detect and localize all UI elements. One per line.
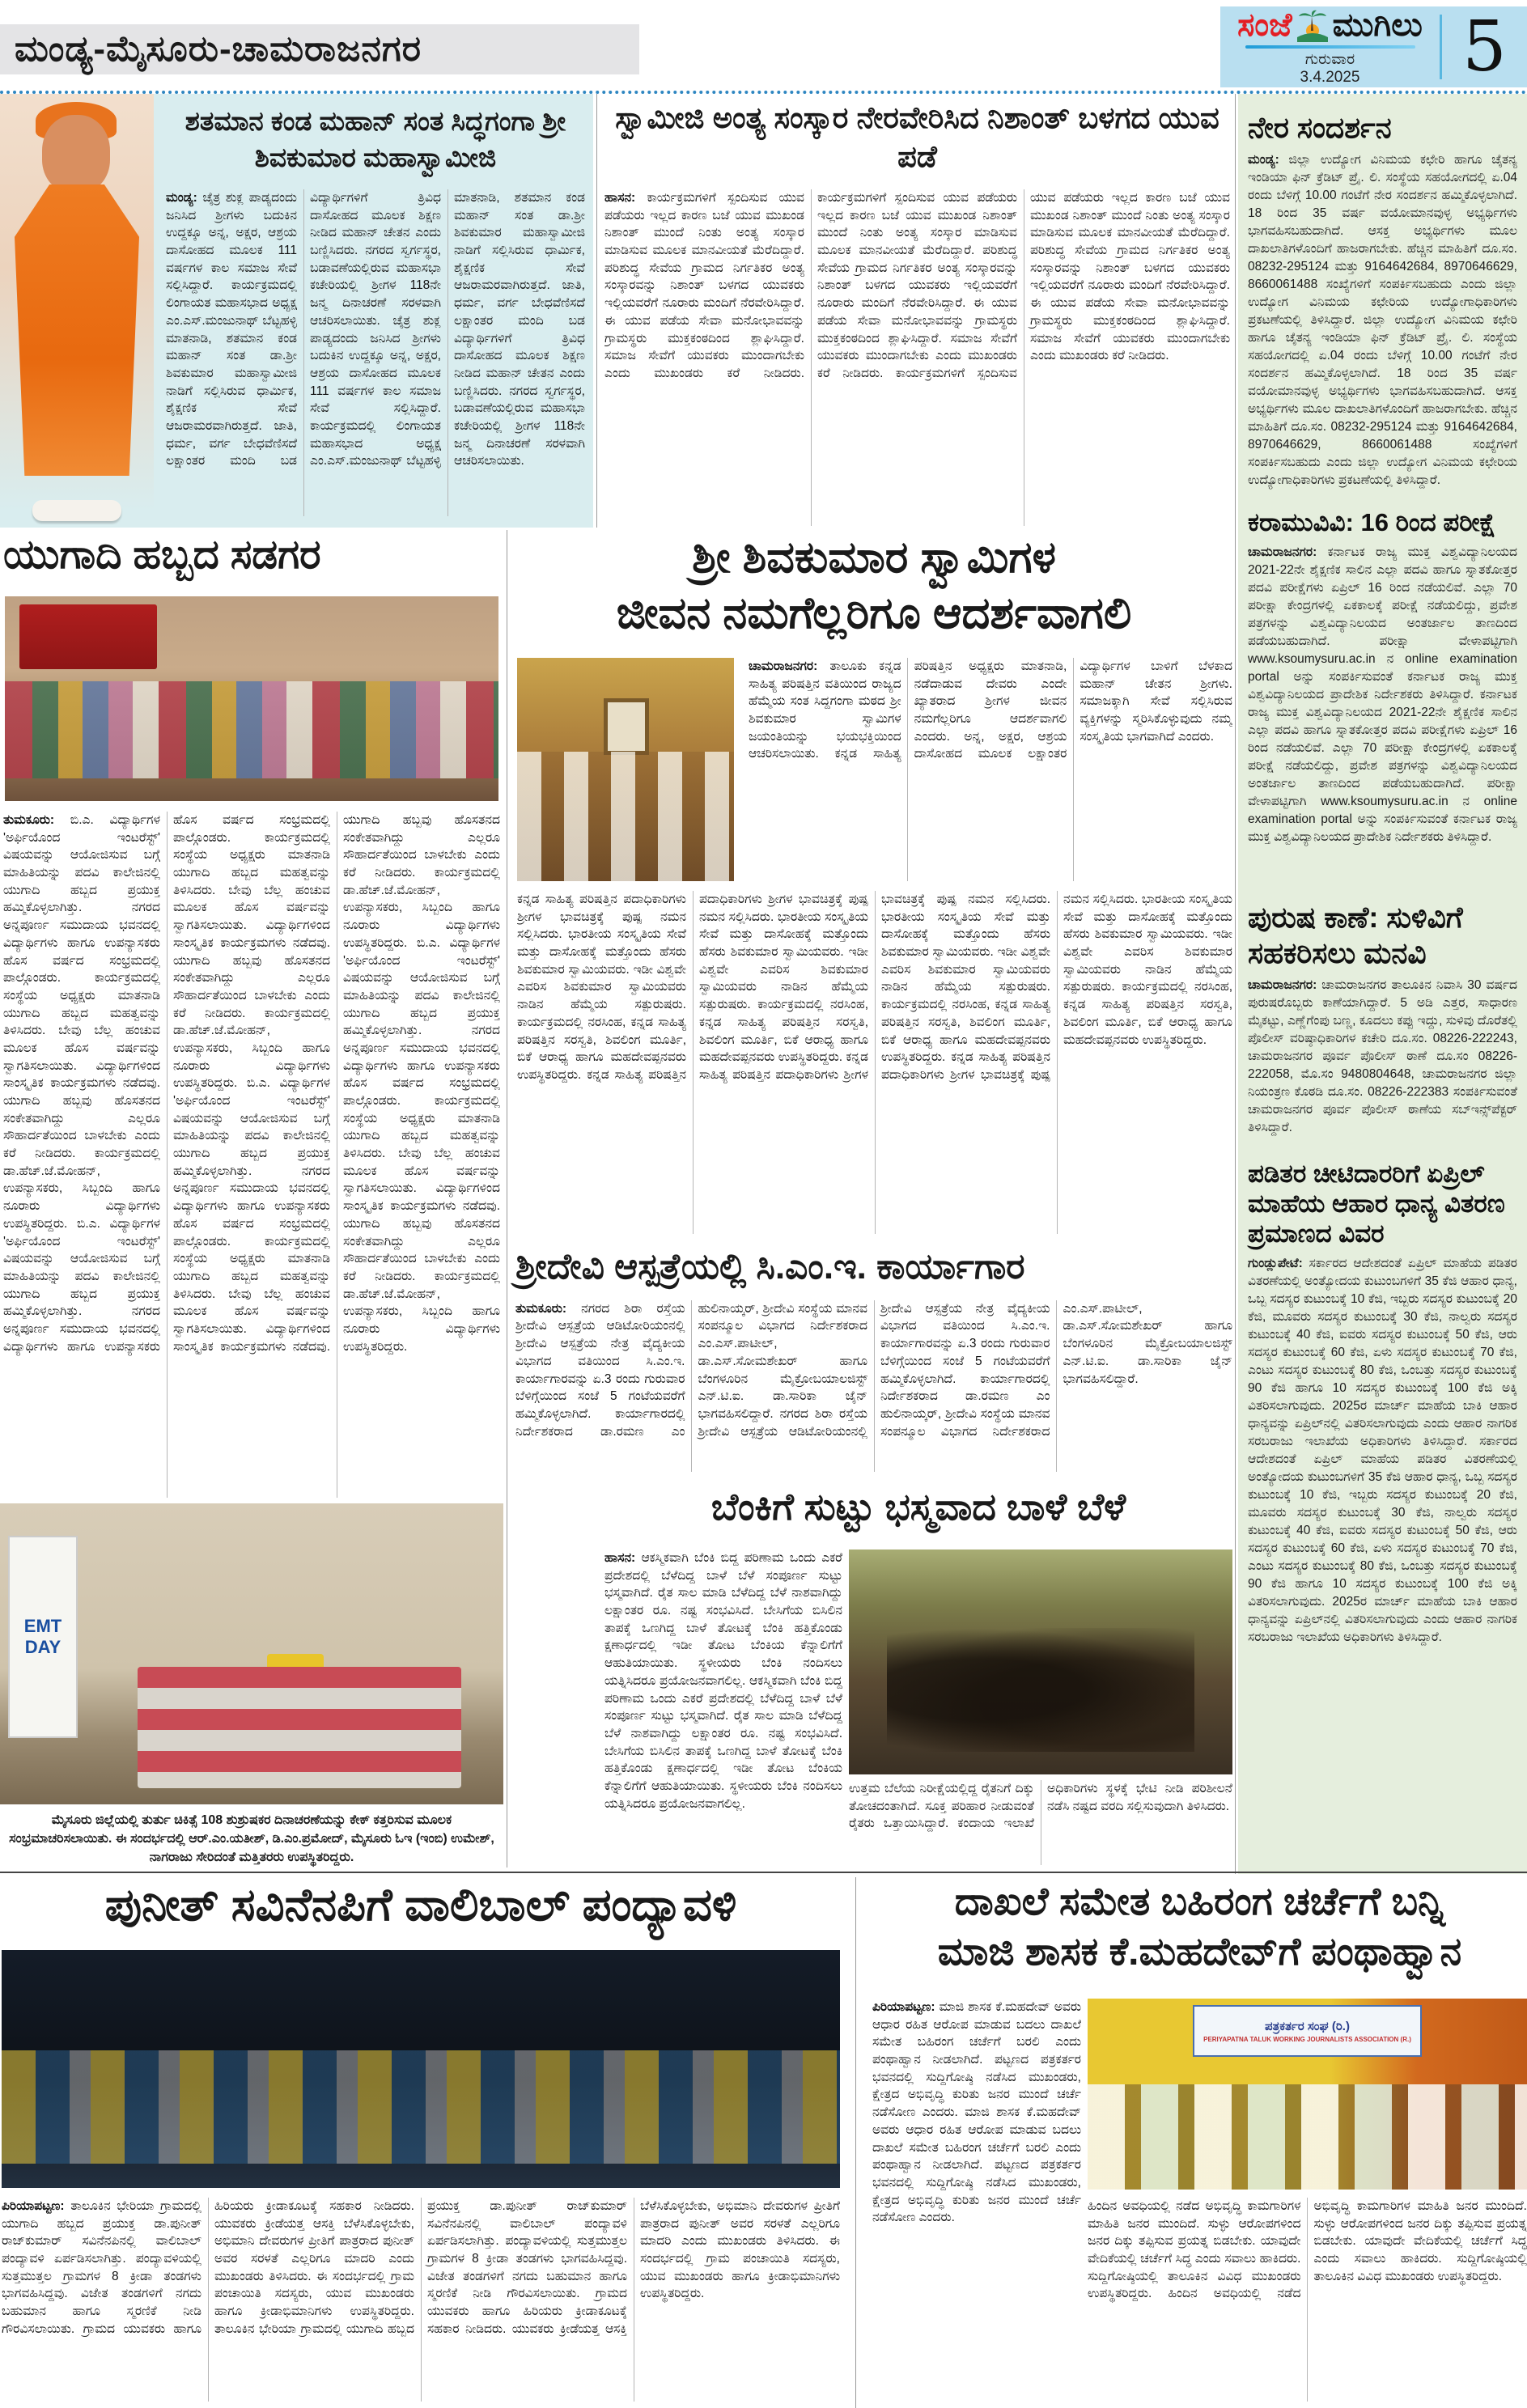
interview-body: [1248, 151, 1517, 499]
interview-headline: ನೇರ ಸಂದರ್ಶನ: [1248, 111, 1392, 144]
yugadi-photo-crowd: [5, 681, 498, 778]
volleyball-body: [2, 2198, 840, 2402]
adarsha-photo: [517, 658, 734, 881]
yugadi-text: ಬಿ.ಎ. ವಿದ್ಯಾರ್ಥಿಗಳ 'ಅರ್ಫಿಯೊಂದ ಇಂಟರೆಸ್ಟ್' ವಿಷಯವನ್ನು ಆಯೋಜಿಸುವ ಬಗ್ಗೆ ಮಾಹಿತಿಯನ್ನು ಪದವಿ ಕಾಲೇಜಿನಲ್ಲಿ ಯುಗಾದಿ ಹಬ್ಬದ ಪ್ರಯುಕ್ತ ಹಮ್ಮಿಕೊಳ್ಳಲಾಗಿತ್ತು. ನಗರದ ಅನ್ನಪೂರ್ಣ ಸಮುದಾಯ ಭವನದಲ್ಲಿ ವಿದ್ಯಾರ್ಥಿಗಳು ಹಾಗೂ ಉಪನ್ಯಾಸಕರು ಹೊಸ ವರ್ಷದ ಸಂಭ್ರಮದಲ್ಲಿ ಪಾಲ್ಗೊಂಡರು. ಕಾರ್ಯಕ್ರಮದಲ್ಲಿ ಸಂಸ್ಥೆಯ ಅಧ್ಯಕ್ಷರು ಮಾತನಾಡಿ ಯುಗಾದಿ ಹಬ್ಬದ ಮಹತ್ವವನ್ನು ತಿಳಿಸಿದರು. ಬೇವು ಬೆಲ್ಲ ಹಂಚುವ ಮೂಲಕ ಹೊಸ ವರ್ಷವನ್ನು ಸ್ವಾಗತಿಸಲಾಯಿತು. ವಿದ್ಯಾರ್ಥಿಗಳಿಂದ ಸಾಂಸ್ಕೃತಿಕ ಕಾರ್ಯಕ್ರಮಗಳು ನಡೆದವು. ಯುಗಾದಿ ಹಬ್ಬವು ಹೊಸತನದ ಸಂಕೇತವಾಗಿದ್ದು ಎಲ್ಲರೂ ಸೌಹಾರ್ದತೆಯಿಂದ ಬಾಳಬೇಕು ಎಂದು ಕರೆ ನೀಡಿದರು. ಕಾರ್ಯಕ್ರಮದಲ್ಲಿ ಡಾ.ಹೆಚ್.ಜೆ.ಮೋಹನ್, ಉಪನ್ಯಾಸಕರು, ಸಿಬ್ಬಂದಿ ಹಾಗೂ ನೂರಾರು ವಿದ್ಯಾರ್ಥಿಗಳು ಉಪಸ್ಥಿತರಿದ್ದರು. ಬಿ.ಎ. ವಿದ್ಯಾರ್ಥಿಗಳ 'ಅರ್ಫಿಯೊಂದ ಇಂಟರೆಸ್ಟ್' ವಿಷಯವನ್ನು ಆಯೋಜಿಸುವ ಬಗ್ಗೆ ಮಾಹಿತಿಯನ್ನು ಪದವಿ ಕಾಲೇಜಿನಲ್ಲಿ ಯುಗಾದಿ ಹಬ್ಬದ ಪ್ರಯುಕ್ತ ಹಮ್ಮಿಕೊಳ್ಳಲಾಗಿತ್ತು. ನಗರದ ಅನ್ನಪೂರ್ಣ ಸಮುದಾಯ ಭವನದಲ್ಲಿ ವಿದ್ಯಾರ್ಥಿಗಳು ಹಾಗೂ ಉಪನ್ಯಾಸಕರು ಹೊಸ ವರ್ಷದ ಸಂಭ್ರಮದಲ್ಲಿ ಪಾಲ್ಗೊಂಡರು. ಕಾರ್ಯಕ್ರಮದಲ್ಲಿ ಸಂಸ್ಥೆಯ ಅಧ್ಯಕ್ಷರು ಮಾತನಾಡಿ ಯುಗಾದಿ ಹಬ್ಬದ ಮಹತ್ವವನ್ನು ತಿಳಿಸಿದರು. ಬೇವು ಬೆಲ್ಲ ಹಂಚುವ ಮೂಲಕ ಹೊಸ ವರ್ಷವನ್ನು ಸ್ವಾಗತಿಸಲಾಯಿತು. ವಿದ್ಯಾರ್ಥಿಗಳಿಂದ ಸಾಂಸ್ಕೃತಿಕ ಕಾರ್ಯಕ್ರಮಗಳು ನಡೆದವು. ಯುಗಾದಿ ಹಬ್ಬವು ಹೊಸತನದ ಸಂಕೇತವಾಗಿದ್ದು ಎಲ್ಲರೂ ಸೌಹಾರ್ದತೆಯಿಂದ ಬಾಳಬೇಕು ಎಂದು ಕರೆ ನೀಡಿದರು. ಕಾರ್ಯಕ್ರಮದಲ್ಲಿ ಡಾ.ಹೆಚ್.ಜೆ.ಮೋಹನ್, ಉಪನ್ಯಾಸಕರು, ಸಿಬ್ಬಂದಿ ಹಾಗೂ ನೂರಾರು ವಿದ್ಯಾರ್ಥಿಗಳು ಉಪಸ್ಥಿತರಿದ್ದರು. ಬಿ.ಎ. ವಿದ್ಯಾರ್ಥಿಗಳ 'ಅರ್ಫಿಯೊಂದ ಇಂಟರೆಸ್ಟ್' ವಿಷಯವನ್ನು ಆಯೋಜಿಸುವ ಬಗ್ಗೆ ಮಾಹಿತಿಯನ್ನು ಪದವಿ ಕಾಲೇಜಿನಲ್ಲಿ ಯುಗಾದಿ ಹಬ್ಬದ ಪ್ರಯುಕ್ತ ಹಮ್ಮಿಕೊಳ್ಳಲಾಗಿತ್ತು. ನಗರದ ಅನ್ನಪೂರ್ಣ ಸಮುದಾಯ ಭವನದಲ್ಲಿ ವಿದ್ಯಾರ್ಥಿಗಳು ಹಾಗೂ ಉಪನ್ಯಾಸಕರು ಹೊಸ ವರ್ಷದ ಸಂಭ್ರಮದಲ್ಲಿ ಪಾಲ್ಗೊಂಡರು. ಕಾರ್ಯಕ್ರಮದಲ್ಲಿ ಸಂಸ್ಥೆಯ ಅಧ್ಯಕ್ಷರು ಮಾತನಾಡಿ ಯುಗಾದಿ ಹಬ್ಬದ ಮಹತ್ವವನ್ನು ತಿಳಿಸಿದರು. ಬೇವು ಬೆಲ್ಲ ಹಂಚುವ ಮೂಲಕ ಹೊಸ ವರ್ಷವನ್ನು ಸ್ವಾಗತಿಸಲಾಯಿತು. ವಿದ್ಯಾರ್ಥಿಗಳಿಂದ ಸಾಂಸ್ಕೃತಿಕ ಕಾರ್ಯಕ್ರಮಗಳು ನಡೆದವು. ಯುಗಾದಿ ಹಬ್ಬವು ಹೊಸತನದ ಸಂಕೇತವಾಗಿದ್ದು ಎಲ್ಲರೂ ಸೌಹಾರ್ದತೆಯಿಂದ ಬಾಳಬೇಕು ಎಂದು ಕರೆ ನೀಡಿದರು. ಕಾರ್ಯಕ್ರಮದಲ್ಲಿ ಡಾ.ಹೆಚ್.ಜೆ.ಮೋಹನ್, ಉಪನ್ಯಾಸಕರು, ಸಿಬ್ಬಂದಿ ಹಾಗೂ ನೂರಾರು ವಿದ್ಯಾರ್ಥಿಗಳು ಉಪಸ್ಥಿತರಿದ್ದರು. ಬಿ.ಎ. ವಿದ್ಯಾರ್ಥಿಗಳ 'ಅರ್ಫಿಯೊಂದ ಇಂಟರೆಸ್ಟ್' ವಿಷಯವನ್ನು ಆಯೋಜಿಸುವ ಬಗ್ಗೆ ಮಾಹಿತಿಯನ್ನು ಪದವಿ ಕಾಲೇಜಿನಲ್ಲಿ ಯುಗಾದಿ ಹಬ್ಬದ ಪ್ರಯುಕ್ತ ಹಮ್ಮಿಕೊಳ್ಳಲಾಗಿತ್ತು. ನಗರದ ಅನ್ನಪೂರ್ಣ ಸಮುದಾಯ ಭವನದಲ್ಲಿ ವಿದ್ಯಾರ್ಥಿಗಳು ಹಾಗೂ ಉಪನ್ಯಾಸಕರು ಹೊಸ ವರ್ಷದ ಸಂಭ್ರಮದಲ್ಲಿ ಪಾಲ್ಗೊಂಡರು. ಕಾರ್ಯಕ್ರಮದಲ್ಲಿ ಸಂಸ್ಥೆಯ ಅಧ್ಯಕ್ಷರು ಮಾತನಾಡಿ ಯುಗಾದಿ ಹಬ್ಬದ ಮಹತ್ವವನ್ನು ತಿಳಿಸಿದರು. ಬೇವು ಬೆಲ್ಲ ಹಂಚುವ ಮೂಲಕ ಹೊಸ ವರ್ಷವನ್ನು ಸ್ವಾಗತಿಸಲಾಯಿತು. ವಿದ್ಯಾರ್ಥಿಗಳಿಂದ ಸಾಂಸ್ಕೃತಿಕ ಕಾರ್ಯಕ್ರಮಗಳು ನಡೆದವು. ಯುಗಾದಿ ಹಬ್ಬವು ಹೊಸತನದ ಸಂಕೇತವಾಗಿದ್ದು ಎಲ್ಲರೂ ಸೌಹಾರ್ದತೆಯಿಂದ ಬಾಳಬೇಕು ಎಂದು ಕರೆ ನೀಡಿದರು. ಕಾರ್ಯಕ್ರಮದಲ್ಲಿ ಡಾ.ಹೆಚ್.ಜೆ.ಮೋಹನ್, ಉಪನ್ಯಾಸಕರು, ಸಿಬ್ಬಂದಿ ಹಾಗೂ ನೂರಾರು ವಿದ್ಯಾರ್ಥಿಗಳು ಉಪಸ್ಥಿತರಿದ್ದರು.: [3, 813, 500, 1354]
date: 3.4.2025: [1300, 69, 1360, 86]
yugadi-body: [3, 812, 500, 1498]
banana-text2: ಉತ್ತಮ ಬೆಲೆಯ ನಿರೀಕ್ಷೆಯಲ್ಲಿದ್ದ ರೈತನಿಗೆ ದಿಕ್ಕು ತೋಚದಂತಾಗಿದೆ. ಸೂಕ್ತ ಪರಿಹಾರ ನೀಡುವಂತೆ ರೈತರು ಒತ್ತಾಯಿಸಿದ್ದಾರೆ. ಕಂದಾಯ ಇಲಾಖೆ ಅಧಿಕಾರಿಗಳು ಸ್ಥಳಕ್ಕೆ ಭೇಟಿ ನೀಡಿ ಪರಿಶೀಲನೆ ನಡೆಸಿ ನಷ್ಟದ ವರದಿ ಸಲ್ಲಿಸುವುದಾಗಿ ತಿಳಿಸಿದರು.: [849, 1782, 1232, 1831]
article-nishant: [604, 99, 1230, 528]
challenge-body-left: [872, 1999, 1081, 2402]
interview-dateline: ಮಂಡ್ಯ:: [1248, 153, 1279, 167]
banana-photo: [849, 1550, 1232, 1774]
banana-body-left: [604, 1550, 842, 1865]
adarsha-text: ತಾಲೂಕು ಕನ್ನಡ ಸಾಹಿತ್ಯ ಪರಿಷತ್ತಿನ ವತಿಯಿಂದ ರಾಜ್ಯದ ಹೆಮ್ಮೆಯ ಸಂತ ಸಿದ್ದಗಂಗಾ ಮಠದ ಶ್ರೀ ಶಿವಕುಮಾರ ಸ್ವಾಮಿಗಳ ಜಯಂತಿಯನ್ನು ಭಯಭಕ್ತಿಯಿಂದ ಆಚರಿಸಲಾಯಿತು. ಕನ್ನಡ ಸಾಹಿತ್ಯ ಪರಿಷತ್ತಿನ ಅಧ್ಯಕ್ಷರು ಮಾತನಾಡಿ, ನಡೆದಾಡುವ ದೇವರು ಎಂದೇ ಖ್ಯಾತರಾದ ಶ್ರೀಗಳ ಜೀವನ ನಮಗೆಲ್ಲರಿಗೂ ಆದರ್ಶವಾಗಲಿ ಎಂದರು. ಅನ್ನ, ಅಕ್ಷರ, ಆಶ್ರಯ ದಾಸೋಹದ ಮೂಲಕ ಲಕ್ಷಾಂತರ ವಿದ್ಯಾರ್ಥಿಗಳ ಬಾಳಿಗೆ ಬೆಳಕಾದ ಮಹಾನ್ ಚೇತನ ಶ್ರೀಗಳು. ಸಮಾಜಕ್ಕಾಗಿ ಸೇವೆ ಸಲ್ಲಿಸಿರುವ ವ್ಯಕ್ತಿಗಳನ್ನು ಸ್ಮರಿಸಿಕೊಳ್ಳುವುದು ನಮ್ಮ ಸಂಸ್ಕೃತಿಯ ಭಾಗವಾಗಿದೆ ಎಂದರು.: [749, 659, 1232, 761]
yugadi-headline: ಯುಗಾದಿ ಹಬ್ಬದ ಸಡಗರ: [3, 532, 321, 577]
article-challenge: [872, 1877, 1527, 2403]
adarsha-photo-portrait: [604, 698, 649, 755]
paper-name-black: ಮುಗಿಲು: [1332, 7, 1423, 43]
palm-sunrise-icon: [1296, 10, 1330, 42]
article-adarsha: [515, 530, 1232, 1240]
banana-headline: ಬೆಂಕಿಗೆ ಸುಟ್ಟು ಭಸ್ಮವಾದ ಬಾಳೆ ಬೆಳೆ: [710, 1486, 1126, 1528]
challenge-body-below: [1088, 2198, 1527, 2402]
press-photo-people: [1088, 2084, 1527, 2190]
challenge-headline-line2: ಮಾಜಿ ಶಾಸಕ ಕೆ.ಮಹದೇವ್‌ಗೆ ಪಂಥಾಹ್ವಾನ: [937, 1931, 1462, 1974]
emt-caption: ಮೈಸೂರು ಜಿಲ್ಲೆಯಲ್ಲಿ ತುರ್ತು ಚಿಕಿತ್ಸೆ 108 ಶುಶ್ರುಷಕರ ದಿನಾಚರಣೆಯನ್ನು ಕೇಕ್ ಕತ್ತರಿಸುವ ಮೂಲಕ ಸಂಭ್ರಮಾಚರಿಸಲಾಯಿತು. ಈ ಸಂದರ್ಭದಲ್ಲಿ ಆರ್.ಎಂ.ಯತೀಶ್, ಡಿ.ಎಂ.ಪ್ರಮೋದ್, ಮೈಸೂರು ಓಇ (ಇಂಬಿ) ಉಮೇಶ್, ನಾಗರಾಜು ಸೇರಿದಂತೆ ಮತ್ತಿತರರು ಉಪಸ್ಥಿತರಿದ್ದರು.: [9, 1813, 494, 1865]
swamiji-headline: ಶತಮಾನ ಕಂಡ ಮಹಾನ್ ಸಂತ ಸಿದ್ಧಗಂಗಾ ಶ್ರೀ ಶಿವಕುಮಾರ ಮಹಾಸ್ವಾಮೀಜಿ: [185, 106, 566, 172]
masthead-left: [1220, 6, 1440, 87]
banana-photo-burn-patch: [887, 1628, 1194, 1752]
ration-text: ಸರ್ಕಾರದ ಆದೇಶದಂತೆ ಏಪ್ರಿಲ್ ಮಾಹೆಯ ಪಡಿತರ ವಿತರಣೆಯಲ್ಲಿ ಅಂತ್ಯೋದಯ ಕುಟುಂಬಗಳಿಗೆ 35 ಕೆಜಿ ಆಹಾರ ಧಾನ್ಯ, ಒಬ್ಬ ಸದಸ್ಯರ ಕುಟುಂಬಕ್ಕೆ 10 ಕೆಜಿ, ಇಬ್ಬರು ಸದಸ್ಯರ ಕುಟುಂಬಕ್ಕೆ 20 ಕೆಜಿ, ಮೂವರು ಸದಸ್ಯರ ಕುಟುಂಬಕ್ಕೆ 30 ಕೆಜಿ, ನಾಲ್ವರು ಸದಸ್ಯರ ಕುಟುಂಬಕ್ಕೆ 40 ಕೆಜಿ, ಐವರು ಸದಸ್ಯರ ಕುಟುಂಬಕ್ಕೆ 50 ಕೆಜಿ, ಆರು ಸದಸ್ಯರ ಕುಟುಂಬಕ್ಕೆ 60 ಕೆಜಿ, ಏಳು ಸದಸ್ಯರ ಕುಟುಂಬಕ್ಕೆ 70 ಕೆಜಿ, ಎಂಟು ಸದಸ್ಯರ ಕುಟುಂಬಕ್ಕೆ 80 ಕೆಜಿ, ಒಂಬತ್ತು ಸದಸ್ಯರ ಕುಟುಂಬಕ್ಕೆ 90 ಕೆಜಿ ಹಾಗೂ 10 ಸದಸ್ಯರ ಕುಟುಂಬಕ್ಕೆ 100 ಕೆಜಿ ಅಕ್ಕಿ ವಿತರಿಸಲಾಗುವುದು. 2025ರ ಮಾರ್ಚ್ ಮಾಹೆಯ ಬಾಕಿ ಆಹಾರ ಧಾನ್ಯವನ್ನು ಏಪ್ರಿಲ್‌ನಲ್ಲಿ ವಿತರಿಸಲಾಗುವುದು ಎಂದು ಆಹಾರ ನಾಗರಿಕ ಸರಬರಾಜು ಇಲಾಖೆಯ ಅಧಿಕಾರಿಗಳು ತಿಳಿಸಿದ್ದಾರೆ. ಸರ್ಕಾರದ ಆದೇಶದಂತೆ ಏಪ್ರಿಲ್ ಮಾಹೆಯ ಪಡಿತರ ವಿತರಣೆಯಲ್ಲಿ ಅಂತ್ಯೋದಯ ಕುಟುಂಬಗಳಿಗೆ 35 ಕೆಜಿ ಆಹಾರ ಧಾನ್ಯ, ಒಬ್ಬ ಸದಸ್ಯರ ಕುಟುಂಬಕ್ಕೆ 10 ಕೆಜಿ, ಇಬ್ಬರು ಸದಸ್ಯರ ಕುಟುಂಬಕ್ಕೆ 20 ಕೆಜಿ, ಮೂವರು ಸದಸ್ಯರ ಕುಟುಂಬಕ್ಕೆ 30 ಕೆಜಿ, ನಾಲ್ವರು ಸದಸ್ಯರ ಕುಟುಂಬಕ್ಕೆ 40 ಕೆಜಿ, ಐವರು ಸದಸ್ಯರ ಕುಟುಂಬಕ್ಕೆ 50 ಕೆಜಿ, ಆರು ಸದಸ್ಯರ ಕುಟುಂಬಕ್ಕೆ 60 ಕೆಜಿ, ಏಳು ಸದಸ್ಯರ ಕುಟುಂಬಕ್ಕೆ 70 ಕೆಜಿ, ಎಂಟು ಸದಸ್ಯರ ಕುಟುಂಬಕ್ಕೆ 80 ಕೆಜಿ, ಒಂಬತ್ತು ಸದಸ್ಯರ ಕುಟುಂಬಕ್ಕೆ 90 ಕೆಜಿ ಹಾಗೂ 10 ಸದಸ್ಯರ ಕುಟುಂಬಕ್ಕೆ 100 ಕೆಜಿ ಅಕ್ಕಿ ವಿತರಿಸಲಾಗುವುದು. 2025ರ ಮಾರ್ಚ್ ಮಾಹೆಯ ಬಾಕಿ ಆಹಾರ ಧಾನ್ಯವನ್ನು ಏಪ್ರಿಲ್‌ನಲ್ಲಿ ವಿತರಿಸಲಾಗುವುದು ಎಂದು ಆಹಾರ ನಾಗರಿಕ ಸರಬರಾಜು ಇಲಾಖೆಯ ಅಧಿಕಾರಿಗಳು ತಿಳಿಸಿದ್ದಾರೆ.: [1248, 1257, 1517, 1645]
nishant-headline: ಸ್ವಾಮೀಜಿ ಅಂತ್ಯ ಸಂಸ್ಕಾರ ನೇರವೇರಿಸಿದ ನಿಶಾಂತ್ ಬಳಗದ ಯುವ ಪಡೆ: [615, 101, 1219, 174]
article-yugadi: [0, 530, 503, 1501]
adarsha-text2: ಕನ್ನಡ ಸಾಹಿತ್ಯ ಪರಿಷತ್ತಿನ ಪದಾಧಿಕಾರಿಗಳು ಶ್ರೀಗಳ ಭಾವಚಿತ್ರಕ್ಕೆ ಪುಷ್ಪ ನಮನ ಸಲ್ಲಿಸಿದರು. ಭಾರತೀಯ ಸಂಸ್ಕೃತಿಯ ಸೇವೆ ಮತ್ತು ದಾಸೋಹಕ್ಕೆ ಮತ್ತೊಂದು ಹೆಸರು ಶಿವಕುಮಾರ ಸ್ವಾಮಿಯವರು. ಇಡೀ ವಿಶ್ವವೇ ಎವರಿಸ ಶಿವಕುಮಾರ ಸ್ವಾಮಿಯವರು ನಾಡಿನ ಹೆಮ್ಮೆಯ ಸತ್ಪುರುಷರು. ಕಾರ್ಯಕ್ರಮದಲ್ಲಿ ನರಸಿಂಹ, ಕನ್ನಡ ಸಾಹಿತ್ಯ ಪರಿಷತ್ತಿನ ಸರಸ್ವತಿ, ಶಿವಲಿಂಗ ಮೂರ್ತಿ, ಬಿಕೆ ಆರಾಧ್ಯ ಹಾಗೂ ಮಹದೇವಪ್ಪನವರು ಉಪಸ್ಥಿತರಿದ್ದರು. ಕನ್ನಡ ಸಾಹಿತ್ಯ ಪರಿಷತ್ತಿನ ಪದಾಧಿಕಾರಿಗಳು ಶ್ರೀಗಳ ಭಾವಚಿತ್ರಕ್ಕೆ ಪುಷ್ಪ ನಮನ ಸಲ್ಲಿಸಿದರು. ಭಾರತೀಯ ಸಂಸ್ಕೃತಿಯ ಸೇವೆ ಮತ್ತು ದಾಸೋಹಕ್ಕೆ ಮತ್ತೊಂದು ಹೆಸರು ಶಿವಕುಮಾರ ಸ್ವಾಮಿಯವರು. ಇಡೀ ವಿಶ್ವವೇ ಎವರಿಸ ಶಿವಕುಮಾರ ಸ್ವಾಮಿಯವರು ನಾಡಿನ ಹೆಮ್ಮೆಯ ಸತ್ಪುರುಷರು. ಕಾರ್ಯಕ್ರಮದಲ್ಲಿ ನರಸಿಂಹ, ಕನ್ನಡ ಸಾಹಿತ್ಯ ಪರಿಷತ್ತಿನ ಸರಸ್ವತಿ, ಶಿವಲಿಂಗ ಮೂರ್ತಿ, ಬಿಕೆ ಆರಾಧ್ಯ ಹಾಗೂ ಮಹದೇವಪ್ಪನವರು ಉಪಸ್ಥಿತರಿದ್ದರು. ಕನ್ನಡ ಸಾಹಿತ್ಯ ಪರಿಷತ್ತಿನ ಪದಾಧಿಕಾರಿಗಳು ಶ್ರೀಗಳ ಭಾವಚಿತ್ರಕ್ಕೆ ಪುಷ್ಪ ನಮನ ಸಲ್ಲಿಸಿದರು. ಭಾರತೀಯ ಸಂಸ್ಕೃತಿಯ ಸೇವೆ ಮತ್ತು ದಾಸೋಹಕ್ಕೆ ಮತ್ತೊಂದು ಹೆಸರು ಶಿವಕುಮಾರ ಸ್ವಾಮಿಯವರು. ಇಡೀ ವಿಶ್ವವೇ ಎವರಿಸ ಶಿವಕುಮಾರ ಸ್ವಾಮಿಯವರು ನಾಡಿನ ಹೆಮ್ಮೆಯ ಸತ್ಪುರುಷರು. ಕಾರ್ಯಕ್ರಮದಲ್ಲಿ ನರಸಿಂಹ, ಕನ್ನಡ ಸಾಹಿತ್ಯ ಪರಿಷತ್ತಿನ ಸರಸ್ವತಿ, ಶಿವಲಿಂಗ ಮೂರ್ತಿ, ಬಿಕೆ ಆರಾಧ್ಯ ಹಾಗೂ ಮಹದೇವಪ್ಪನವರು ಉಪಸ್ಥಿತರಿದ್ದರು. ಕನ್ನಡ ಸಾಹಿತ್ಯ ಪರಿಷತ್ತಿನ ಪದಾಧಿಕಾರಿಗಳು ಶ್ರೀಗಳ ಭಾವಚಿತ್ರಕ್ಕೆ ಪುಷ್ಪ ನಮನ ಸಲ್ಲಿಸಿದರು. ಭಾರತೀಯ ಸಂಸ್ಕೃತಿಯ ಸೇವೆ ಮತ್ತು ದಾಸೋಹಕ್ಕೆ ಮತ್ತೊಂದು ಹೆಸರು ಶಿವಕುಮಾರ ಸ್ವಾಮಿಯವರು. ಇಡೀ ವಿಶ್ವವೇ ಎವರಿಸ ಶಿವಕುಮಾರ ಸ್ವಾಮಿಯವರು ನಾಡಿನ ಹೆಮ್ಮೆಯ ಸತ್ಪುರುಷರು. ಕಾರ್ಯಕ್ರಮದಲ್ಲಿ ನರಸಿಂಹ, ಕನ್ನಡ ಸಾಹಿತ್ಯ ಪರಿಷತ್ತಿನ ಸರಸ್ವತಿ, ಶಿವಲಿಂಗ ಮೂರ್ತಿ, ಬಿಕೆ ಆರಾಧ್ಯ ಹಾಗೂ ಮಹದೇವಪ್ಪನವರು ಉಪಸ್ಥಿತರಿದ್ದರು.: [517, 892, 1232, 1082]
cme-dateline: ತುಮಕೂರು:: [515, 1301, 567, 1316]
adarsha-body-below: [517, 891, 1232, 1234]
region-title-bar: [0, 24, 639, 74]
paper-logo: [1237, 7, 1423, 44]
kramuvv-body: [1248, 544, 1517, 892]
cme-body: [515, 1300, 1232, 1472]
missing-body: [1248, 977, 1517, 1151]
banana-dateline: ಹಾಸನ:: [604, 1551, 636, 1565]
weekday: ಗುರುವಾರ: [1304, 51, 1355, 68]
adarsha-photo-people: [517, 752, 734, 881]
divider: [596, 94, 597, 528]
kramuvv-dateline: ಚಾಮರಾಜನಗರ:: [1248, 545, 1317, 560]
challenge-headline: [872, 1877, 1527, 1978]
logo-underline: [1245, 45, 1415, 49]
divider: [1235, 94, 1236, 1874]
ration-dateline: ಗುಂಡ್ಲುಪೇಟೆ:: [1248, 1257, 1303, 1271]
press-banner: [1193, 2005, 1421, 2057]
swamiji-sandals: [32, 500, 121, 521]
article-banana: [604, 1485, 1232, 1867]
nishant-body: [604, 189, 1230, 526]
emt-banner: [8, 1536, 78, 1738]
swamiji-head: [42, 115, 110, 193]
masthead: [1220, 6, 1527, 87]
region-title: ಮಂಡ್ಯ-ಮೈಸೂರು-ಚಾಮರಾಜನಗರ: [15, 29, 422, 69]
swamiji-body: [166, 189, 585, 516]
swamiji-robe: [15, 184, 139, 476]
volleyball-text: ತಾಲೂಕಿನ ಭೇರಿಯಾ ಗ್ರಾಮದಲ್ಲಿ ಯುಗಾದಿ ಹಬ್ಬದ ಪ್ರಯುಕ್ತ ಡಾ.ಪುನೀತ್ ರಾಜ್‌ಕುಮಾರ್ ಸವಿನೆನಪಿನಲ್ಲಿ ವಾಲಿಬಾಲ್ ಪಂದ್ಯಾವಳಿ ಏರ್ಪಡಿಸಲಾಗಿತ್ತು. ಪಂದ್ಯಾವಳಿಯಲ್ಲಿ ಸುತ್ತಮುತ್ತಲ ಗ್ರಾಮಗಳ 8 ಕ್ರೀಡಾ ತಂಡಗಳು ಭಾಗವಹಿಸಿದ್ದವು. ವಿಜೇತ ತಂಡಗಳಿಗೆ ನಗದು ಬಹುಮಾನ ಹಾಗೂ ಸ್ಮರಣಿಕೆ ನೀಡಿ ಗೌರವಿಸಲಾಯಿತು. ಗ್ರಾಮದ ಯುವಕರು ಹಾಗೂ ಹಿರಿಯರು ಕ್ರೀಡಾಕೂಟಕ್ಕೆ ಸಹಕಾರ ನೀಡಿದರು. ಯುವಕರು ಕ್ರೀಡೆಯತ್ತ ಆಸಕ್ತಿ ಬೆಳೆಸಿಕೊಳ್ಳಬೇಕು, ಅಭಿಮಾನಿ ದೇವರುಗಳ ಪ್ರೀತಿಗೆ ಪಾತ್ರರಾದ ಪುನೀತ್ ಅವರ ಸರಳತೆ ಎಲ್ಲರಿಗೂ ಮಾದರಿ ಎಂದು ಮುಖಂಡರು ತಿಳಿಸಿದರು. ಈ ಸಂದರ್ಭದಲ್ಲಿ ಗ್ರಾಮ ಪಂಚಾಯಿತಿ ಸದಸ್ಯರು, ಯುವ ಮುಖಂಡರು ಹಾಗೂ ಕ್ರೀಡಾಭಿಮಾನಿಗಳು ಉಪಸ್ಥಿತರಿದ್ದರು. ತಾಲೂಕಿನ ಭೇರಿಯಾ ಗ್ರಾಮದಲ್ಲಿ ಯುಗಾದಿ ಹಬ್ಬದ ಪ್ರಯುಕ್ತ ಡಾ.ಪುನೀತ್ ರಾಜ್‌ಕುಮಾರ್ ಸವಿನೆನಪಿನಲ್ಲಿ ವಾಲಿಬಾಲ್ ಪಂದ್ಯಾವಳಿ ಏರ್ಪಡಿಸಲಾಗಿತ್ತು. ಪಂದ್ಯಾವಳಿಯಲ್ಲಿ ಸುತ್ತಮುತ್ತಲ ಗ್ರಾಮಗಳ 8 ಕ್ರೀಡಾ ತಂಡಗಳು ಭಾಗವಹಿಸಿದ್ದವು. ವಿಜೇತ ತಂಡಗಳಿಗೆ ನಗದು ಬಹುಮಾನ ಹಾಗೂ ಸ್ಮರಣಿಕೆ ನೀಡಿ ಗೌರವಿಸಲಾಯಿತು. ಗ್ರಾಮದ ಯುವಕರು ಹಾಗೂ ಹಿರಿಯರು ಕ್ರೀಡಾಕೂಟಕ್ಕೆ ಸಹಕಾರ ನೀಡಿದರು. ಯುವಕರು ಕ್ರೀಡೆಯತ್ತ ಆಸಕ್ತಿ ಬೆಳೆಸಿಕೊಳ್ಳಬೇಕು, ಅಭಿಮಾನಿ ದೇವರುಗಳ ಪ್ರೀತಿಗೆ ಪಾತ್ರರಾದ ಪುನೀತ್ ಅವರ ಸರಳತೆ ಎಲ್ಲರಿಗೂ ಮಾದರಿ ಎಂದು ಮುಖಂಡರು ತಿಳಿಸಿದರು. ಈ ಸಂದರ್ಭದಲ್ಲಿ ಗ್ರಾಮ ಪಂಚಾಯಿತಿ ಸದಸ್ಯರು, ಯುವ ಮುಖಂಡರು ಹಾಗೂ ಕ್ರೀಡಾಭಿಮಾನಿಗಳು ಉಪಸ್ಥಿತರಿದ್ದರು.: [2, 2199, 840, 2336]
paper-name-red: ಸಂಜೆ: [1237, 7, 1292, 43]
cme-text: ನಗರದ ಶಿರಾ ರಸ್ತೆಯ ಶ್ರೀದೇವಿ ಆಸ್ಪತ್ರೆಯ ಆಡಿಟೋರಿಯಂನಲ್ಲಿ ಶ್ರೀದೇವಿ ಆಸ್ಪತ್ರೆಯ ನೇತ್ರ ವೈದ್ಯಕೀಯ ವಿಭಾಗದ ವತಿಯಿಂದ ಸಿ.ಎಂ.ಇ. ಕಾರ್ಯಾಗಾರವನ್ನು ಏ.3 ರಂದು ಗುರುವಾರ ಬೆಳಿಗ್ಗೆಯಿಂದ ಸಂಜೆ 5 ಗಂಟೆಯವರೆಗೆ ಹಮ್ಮಿಕೊಳ್ಳಲಾಗಿದೆ. ಕಾರ್ಯಾಗಾರದಲ್ಲಿ ನಿರ್ದೇಶಕರಾದ ಡಾ.ರಮಣ ಎಂ ಹುಲಿನಾಯ್ಕರ್, ಶ್ರೀದೇವಿ ಸಂಸ್ಥೆಯ ಮಾನವ ಸಂಪನ್ಮೂಲ ವಿಭಾಗದ ನಿರ್ದೇಶಕರಾದ ಎಂ.ಎಸ್.ಪಾಟೀಲ್, ಡಾ.ಎಸ್.ಸೋಮಶೇಖರ್ ಹಾಗೂ ಬೆಂಗಳೂರಿನ ಮೈಕ್ರೋಬಯಾಲಜಿಸ್ಟ್ ಎನ್.ಟಿ.ಐ. ಡಾ.ಸಾರಿಕಾ ಜೈನ್ ಭಾಗವಹಿಸಲಿದ್ದಾರೆ. ನಗರದ ಶಿರಾ ರಸ್ತೆಯ ಶ್ರೀದೇವಿ ಆಸ್ಪತ್ರೆಯ ಆಡಿಟೋರಿಯಂನಲ್ಲಿ ಶ್ರೀದೇವಿ ಆಸ್ಪತ್ರೆಯ ನೇತ್ರ ವೈದ್ಯಕೀಯ ವಿಭಾಗದ ವತಿಯಿಂದ ಸಿ.ಎಂ.ಇ. ಕಾರ್ಯಾಗಾರವನ್ನು ಏ.3 ರಂದು ಗುರುವಾರ ಬೆಳಿಗ್ಗೆಯಿಂದ ಸಂಜೆ 5 ಗಂಟೆಯವರೆಗೆ ಹಮ್ಮಿಕೊಳ್ಳಲಾಗಿದೆ. ಕಾರ್ಯಾಗಾರದಲ್ಲಿ ನಿರ್ದೇಶಕರಾದ ಡಾ.ರಮಣ ಎಂ ಹುಲಿನಾಯ್ಕರ್, ಶ್ರೀದೇವಿ ಸಂಸ್ಥೆಯ ಮಾನವ ಸಂಪನ್ಮೂಲ ವಿಭಾಗದ ನಿರ್ದೇಶಕರಾದ ಎಂ.ಎಸ್.ಪಾಟೀಲ್, ಡಾ.ಎಸ್.ಸೋಮಶೇಖರ್ ಹಾಗೂ ಬೆಂಗಳೂರಿನ ಮೈಕ್ರೋಬಯಾಲಜಿಸ್ಟ್ ಎನ್.ಟಿ.ಐ. ಡಾ.ಸಾರಿಕಾ ಜೈನ್ ಭಾಗವಹಿಸಲಿದ್ದಾರೆ.: [515, 1301, 1232, 1439]
missing-headline: ಪುರುಷ ಕಾಣೆ: ಸುಳಿವಿಗೆ ಸಹಕರಿಸಲು ಮನವಿ: [1248, 901, 1463, 969]
emt-banner-text: EMT DAY: [23, 1616, 62, 1657]
missing-text: ಚಾಮರಾಜನಗರ ತಾಲೂಕಿನ ನಿವಾಸಿ 30 ವರ್ಷದ ಪುರುಷರೊಬ್ಬರು ಕಾಣೆಯಾಗಿದ್ದಾರೆ. 5 ಅಡಿ ಎತ್ತರ, ಸಾಧಾರಣ ಮೈಕಟ್ಟು, ಎಣ್ಣೆಗೆಂಪು ಬಣ್ಣ, ಕೂದಲು ಕಪ್ಪು ಇದ್ದು, ಸುಳಿವು ದೊರೆತಲ್ಲಿ ಪೊಲೀಸ್ ವರಿಷ್ಠಾಧಿಕಾರಿಗಳ ಕಚೇರಿ ದೂ.ಸಂ. 08226-222243, ಚಾಮರಾಜನಗರ ಪೂರ್ವ ಪೊಲೀಸ್ ಠಾಣೆ ದೂ.ಸಂ 08226-222058, ಮೊ.ಸಂ 9480804648, ಚಾಮರಾಜನಗರ ಜಿಲ್ಲಾ ನಿಯಂತ್ರಣ ಕೊಠಡಿ ದೂ.ಸಂ. 08226-222383 ಸಂಪರ್ಕಿಸುವಂತೆ ಚಾಮರಾಜನಗರ ಪೂರ್ವ ಪೊಲೀಸ್ ಠಾಣೆಯ ಸಬ್‌ಇನ್ಸ್‌ಪೆಕ್ಟರ್ ತಿಳಿಸಿದ್ದಾರೆ.: [1248, 977, 1517, 1134]
challenge-dateline: ಪಿರಿಯಾಪಟ್ಟಣ:: [872, 2000, 935, 2014]
yugadi-photo: [5, 596, 498, 801]
ration-headline: ಪಡಿತರ ಚೀಟಿದಾರರಿಗೆ ಏಪ್ರಿಲ್ ಮಾಹೆಯ ಆಹಾರ ಧಾನ್ಯ ವಿತರಣ ಪ್ರಮಾಣದ ವಿವರ: [1248, 1159, 1505, 1249]
missing-dateline: ಚಾಮರಾಜನಗರ:: [1248, 977, 1317, 992]
swamiji-dateline: ಮಂಡ್ಯ:: [166, 191, 197, 205]
page-number: 5: [1462, 6, 1507, 87]
adarsha-headline-line2: ಜೀವನ ನಮಗೆಲ್ಲರಿಗೂ ಆದರ್ಶವಾಗಲಿ: [616, 589, 1132, 638]
article-cme: [515, 1246, 1232, 1481]
nishant-dateline: ಹಾಸನ:: [604, 191, 636, 205]
challenge-headline-line1: ದಾಖಲೆ ಸಮೇತ ಬಹಿರಂಗ ಚರ್ಚೆಗೆ ಬನ್ನಿ: [954, 1880, 1445, 1923]
swamiji-photo: [0, 94, 154, 528]
emt-photo: [0, 1503, 503, 1804]
swamiji-text: ಚೈತ್ರ ಶುಕ್ಲ ಪಾಡ್ಯದಂದು ಜನಿಸಿದ ಶ್ರೀಗಳು ಬದುಕಿನ ಉದ್ದಕ್ಕೂ ಅನ್ನ, ಅಕ್ಷರ, ಆಶ್ರಯ ದಾಸೋಹದ ಮೂಲಕ 111 ವರ್ಷಗಳ ಕಾಲ ಸಮಾಜ ಸೇವೆ ಸಲ್ಲಿಸಿದ್ದಾರೆ. ಕಾರ್ಯಕ್ರಮದಲ್ಲಿ ಲಿಂಗಾಯತ ಮಹಾಸಭಾದ ಅಧ್ಯಕ್ಷ ಎಂ.ಎಸ್.ಮಂಜುನಾಥ್ ಬೆಟ್ಟಹಳ್ಳಿ ಮಾತನಾಡಿ, ಶತಮಾನ ಕಂಡ ಮಹಾನ್ ಸಂತ ಡಾ.ಶ್ರೀ ಶಿವಕುಮಾರ ಮಹಾಸ್ವಾಮೀಜಿ ನಾಡಿಗೆ ಸಲ್ಲಿಸಿರುವ ಧಾರ್ಮಿಕ, ಶೈಕ್ಷಣಿಕ ಸೇವೆ ಆಜರಾಮರವಾಗಿರುತ್ತದೆ. ಜಾತಿ, ಧರ್ಮ, ವರ್ಗ ಬೇಧವೆಣಿಸದೆ ಲಕ್ಷಾಂತರ ಮಂದಿ ಬಡ ವಿದ್ಯಾರ್ಥಿಗಳಿಗೆ ತ್ರಿವಿಧ ದಾಸೋಹದ ಮೂಲಕ ಶಿಕ್ಷಣ ನೀಡಿದ ಮಹಾನ್ ಚೇತನ ಎಂದು ಬಣ್ಣಿಸಿದರು. ನಗರದ ಸ್ವರ್ಗಸ್ಥರ, ಬಡಾವಣೆಯಲ್ಲಿರುವ ಮಹಾಸಭಾ ಕಚೇರಿಯಲ್ಲಿ ಶ್ರೀಗಳ 118ನೇ ಜನ್ಮ ದಿನಾಚರಣೆ ಸರಳವಾಗಿ ಆಚರಿಸಲಾಯಿತು. ಚೈತ್ರ ಶುಕ್ಲ ಪಾಡ್ಯದಂದು ಜನಿಸಿದ ಶ್ರೀಗಳು ಬದುಕಿನ ಉದ್ದಕ್ಕೂ ಅನ್ನ, ಅಕ್ಷರ, ಆಶ್ರಯ ದಾಸೋಹದ ಮೂಲಕ 111 ವರ್ಷಗಳ ಕಾಲ ಸಮಾಜ ಸೇವೆ ಸಲ್ಲಿಸಿದ್ದಾರೆ. ಕಾರ್ಯಕ್ರಮದಲ್ಲಿ ಲಿಂಗಾಯತ ಮಹಾಸಭಾದ ಅಧ್ಯಕ್ಷ ಎಂ.ಎಸ್.ಮಂಜುನಾಥ್ ಬೆಟ್ಟಹಳ್ಳಿ ಮಾತನಾಡಿ, ಶತಮಾನ ಕಂಡ ಮಹಾನ್ ಸಂತ ಡಾ.ಶ್ರೀ ಶಿವಕುಮಾರ ಮಹಾಸ್ವಾಮೀಜಿ ನಾಡಿಗೆ ಸಲ್ಲಿಸಿರುವ ಧಾರ್ಮಿಕ, ಶೈಕ್ಷಣಿಕ ಸೇವೆ ಆಜರಾಮರವಾಗಿರುತ್ತದೆ. ಜಾತಿ, ಧರ್ಮ, ವರ್ಗ ಬೇಧವೆಣಿಸದೆ ಲಕ್ಷಾಂತರ ಮಂದಿ ಬಡ ವಿದ್ಯಾರ್ಥಿಗಳಿಗೆ ತ್ರಿವಿಧ ದಾಸೋಹದ ಮೂಲಕ ಶಿಕ್ಷಣ ನೀಡಿದ ಮಹಾನ್ ಚೇತನ ಎಂದು ಬಣ್ಣಿಸಿದರು. ನಗರದ ಸ್ವರ್ಗಸ್ಥರ, ಬಡಾವಣೆಯಲ್ಲಿರುವ ಮಹಾಸಭಾ ಕಚೇರಿಯಲ್ಲಿ ಶ್ರೀಗಳ 118ನೇ ಜನ್ಮ ದಿನಾಚರಣೆ ಸರಳವಾಗಿ ಆಚರಿಸಲಾಯಿತು.: [166, 191, 585, 468]
banana-body-below: [849, 1780, 1232, 1865]
press-meet-photo: [1088, 1999, 1527, 2190]
challenge-text2: ಹಿಂದಿನ ಅವಧಿಯಲ್ಲಿ ನಡೆದ ಅಭಿವೃದ್ಧಿ ಕಾಮಗಾರಿಗಳ ಮಾಹಿತಿ ಜನರ ಮುಂದಿದೆ. ಸುಳ್ಳು ಆರೋಪಗಳಿಂದ ಜನರ ದಿಕ್ಕು ತಪ್ಪಿಸುವ ಪ್ರಯತ್ನ ಬಿಡಬೇಕು. ಯಾವುದೇ ವೇದಿಕೆಯಲ್ಲಿ ಚರ್ಚೆಗೆ ಸಿದ್ಧ ಎಂದು ಸವಾಲು ಹಾಕಿದರು. ಸುದ್ದಿಗೋಷ್ಠಿಯಲ್ಲಿ ತಾಲೂಕಿನ ವಿವಿಧ ಮುಖಂಡರು ಉಪಸ್ಥಿತರಿದ್ದರು. ಹಿಂದಿನ ಅವಧಿಯಲ್ಲಿ ನಡೆದ ಅಭಿವೃದ್ಧಿ ಕಾಮಗಾರಿಗಳ ಮಾಹಿತಿ ಜನರ ಮುಂದಿದೆ. ಸುಳ್ಳು ಆರೋಪಗಳಿಂದ ಜನರ ದಿಕ್ಕು ತಪ್ಪಿಸುವ ಪ್ರಯತ್ನ ಬಿಡಬೇಕು. ಯಾವುದೇ ವೇದಿಕೆಯಲ್ಲಿ ಚರ್ಚೆಗೆ ಸಿದ್ಧ ಎಂದು ಸವಾಲು ಹಾಕಿದರು. ಸುದ್ದಿಗೋಷ್ಠಿಯಲ್ಲಿ ತಾಲೂಕಿನ ವಿವಿಧ ಮುಖಂಡರು ಉಪಸ್ಥಿತರಿದ್ದರು.: [1088, 2199, 1527, 2301]
nishant-text: ಕಾರ್ಯಕ್ರಮಗಳಿಗೆ ಸ್ಪಂದಿಸುವ ಯುವ ಪಡೆಯರು ಇಲ್ಲದ ಕಾರಣ ಬಜೆ ಯುವ ಮುಖಂಡ ನಿಶಾಂತ್ ಮುಂದೆ ನಿಂತು ಅಂತ್ಯ ಸಂಸ್ಕಾರ ಮಾಡಿಸುವ ಮೂಲಕ ಮಾನವೀಯತೆ ಮೆರೆದಿದ್ದಾರೆ. ಪರಿಶುದ್ಧ ಸೇವೆಯ ಗ್ರಾಮದ ನಿರ್ಗತಿಕರ ಅಂತ್ಯ ಸಂಸ್ಕಾರವನ್ನು ನಿಶಾಂತ್ ಬಳಗದ ಯುವಕರು ಇಲ್ಲಿಯವರೆಗೆ ನೂರಾರು ಮಂದಿಗೆ ನೆರವೇರಿಸಿದ್ದಾರೆ. ಈ ಯುವ ಪಡೆಯ ಸೇವಾ ಮನೋಭಾವವನ್ನು ಗ್ರಾಮಸ್ಥರು ಮುಕ್ತಕಂಠದಿಂದ ಶ್ಲಾಘಿಸಿದ್ದಾರೆ. ಸಮಾಜ ಸೇವೆಗೆ ಯುವಕರು ಮುಂದಾಗಬೇಕು ಎಂದು ಮುಖಂಡರು ಕರೆ ನೀಡಿದರು. ಕಾರ್ಯಕ್ರಮಗಳಿಗೆ ಸ್ಪಂದಿಸುವ ಯುವ ಪಡೆಯರು ಇಲ್ಲದ ಕಾರಣ ಬಜೆ ಯುವ ಮುಖಂಡ ನಿಶಾಂತ್ ಮುಂದೆ ನಿಂತು ಅಂತ್ಯ ಸಂಸ್ಕಾರ ಮಾಡಿಸುವ ಮೂಲಕ ಮಾನವೀಯತೆ ಮೆರೆದಿದ್ದಾರೆ. ಪರಿಶುದ್ಧ ಸೇವೆಯ ಗ್ರಾಮದ ನಿರ್ಗತಿಕರ ಅಂತ್ಯ ಸಂಸ್ಕಾರವನ್ನು ನಿಶಾಂತ್ ಬಳಗದ ಯುವಕರು ಇಲ್ಲಿಯವರೆಗೆ ನೂರಾರು ಮಂದಿಗೆ ನೆರವೇರಿಸಿದ್ದಾರೆ. ಈ ಯುವ ಪಡೆಯ ಸೇವಾ ಮನೋಭಾವವನ್ನು ಗ್ರಾಮಸ್ಥರು ಮುಕ್ತಕಂಠದಿಂದ ಶ್ಲಾಘಿಸಿದ್ದಾರೆ. ಸಮಾಜ ಸೇವೆಗೆ ಯುವಕರು ಮುಂದಾಗಬೇಕು ಎಂದು ಮುಖಂಡರು ಕರೆ ನೀಡಿದರು. ಕಾರ್ಯಕ್ರಮಗಳಿಗೆ ಸ್ಪಂದಿಸುವ ಯುವ ಪಡೆಯರು ಇಲ್ಲದ ಕಾರಣ ಬಜೆ ಯುವ ಮುಖಂಡ ನಿಶಾಂತ್ ಮುಂದೆ ನಿಂತು ಅಂತ್ಯ ಸಂಸ್ಕಾರ ಮಾಡಿಸುವ ಮೂಲಕ ಮಾನವೀಯತೆ ಮೆರೆದಿದ್ದಾರೆ. ಪರಿಶುದ್ಧ ಸೇವೆಯ ಗ್ರಾಮದ ನಿರ್ಗತಿಕರ ಅಂತ್ಯ ಸಂಸ್ಕಾರವನ್ನು ನಿಶಾಂತ್ ಬಳಗದ ಯುವಕರು ಇಲ್ಲಿಯವರೆಗೆ ನೂರಾರು ಮಂದಿಗೆ ನೆರವೇರಿಸಿದ್ದಾರೆ. ಈ ಯುವ ಪಡೆಯ ಸೇವಾ ಮನೋಭಾವವನ್ನು ಗ್ರಾಮಸ್ಥರು ಮುಕ್ತಕಂಠದಿಂದ ಶ್ಲಾಘಿಸಿದ್ದಾರೆ. ಸಮಾಜ ಸೇವೆಗೆ ಯುವಕರು ಮುಂದಾಗಬೇಕು ಎಂದು ಮುಖಂಡರು ಕರೆ ನೀಡಿದರು.: [604, 191, 1230, 380]
adarsha-headline: [515, 530, 1232, 642]
article-volleyball: [0, 1877, 842, 2403]
cme-headline: ಶ್ರೀದೇವಿ ಆಸ್ಪತ್ರೆಯಲ್ಲಿ ಸಿ.ಎಂ.ಇ. ಕಾರ್ಯಾಗಾರ: [515, 1247, 1025, 1287]
adarsha-dateline: ಚಾಮರಾಜನಗರ:: [749, 659, 818, 673]
emt-photo-table: [138, 1667, 461, 1788]
adarsha-body-right: [749, 658, 1232, 881]
kramuvv-headline: ಕರಾಮುವಿವಿ: 16 ರಿಂದ ಪರೀಕ್ಷೆ: [1248, 508, 1496, 537]
volleyball-headline: ಪುನೀತ್ ಸವಿನೆನಪಿಗೆ ವಾಲಿಬಾಲ್ ಪಂದ್ಯಾವಳಿ: [104, 1879, 737, 1930]
volleyball-photo: [2, 1950, 840, 2188]
ration-body: [1248, 1255, 1517, 1773]
adarsha-headline-line1: ಶ್ರೀ ಶಿವಕುಮಾರ ಸ್ವಾಮಿಗಳ: [692, 533, 1056, 582]
challenge-text: ಮಾಜಿ ಶಾಸಕ ಕೆ.ಮಹದೇವ್ ಅವರು ಆಧಾರ ರಹಿತ ಆರೋಪ ಮಾಡುವ ಬದಲು ದಾಖಲೆ ಸಮೇತ ಬಹಿರಂಗ ಚರ್ಚೆಗೆ ಬರಲಿ ಎಂದು ಪಂಥಾಹ್ವಾನ ನೀಡಲಾಗಿದೆ. ಪಟ್ಟಣದ ಪತ್ರಕರ್ತರ ಭವನದಲ್ಲಿ ಸುದ್ದಿಗೋಷ್ಠಿ ನಡೆಸಿದ ಮುಖಂಡರು, ಕ್ಷೇತ್ರದ ಅಭಿವೃದ್ಧಿ ಕುರಿತು ಜನರ ಮುಂದೆ ಚರ್ಚೆ ನಡೆಸೋಣ ಎಂದರು. ಮಾಜಿ ಶಾಸಕ ಕೆ.ಮಹದೇವ್ ಅವರು ಆಧಾರ ರಹಿತ ಆರೋಪ ಮಾಡುವ ಬದಲು ದಾಖಲೆ ಸಮೇತ ಬಹಿರಂಗ ಚರ್ಚೆಗೆ ಬರಲಿ ಎಂದು ಪಂಥಾಹ್ವಾನ ನೀಡಲಾಗಿದೆ. ಪಟ್ಟಣದ ಪತ್ರಕರ್ತರ ಭವನದಲ್ಲಿ ಸುದ್ದಿಗೋಷ್ಠಿ ನಡೆಸಿದ ಮುಖಂಡರು, ಕ್ಷೇತ್ರದ ಅಭಿವೃದ್ಧಿ ಕುರಿತು ಜನರ ಮುಂದೆ ಚರ್ಚೆ ನಡೆಸೋಣ ಎಂದರು.: [872, 2000, 1081, 2225]
press-banner-english: PERIYAPATNA TALUK WORKING JOURNALISTS ASSOCIATION (R.): [1203, 2035, 1411, 2043]
volleyball-photo-team: [2, 2050, 840, 2164]
green-rail: [1238, 94, 1527, 1874]
article-swamiji: [0, 94, 593, 528]
interview-text: ಜಿಲ್ಲಾ ಉದ್ಯೋಗ ವಿನಿಮಯ ಕಛೇರಿ ಹಾಗೂ ಚೈತನ್ಯ ಇಂಡಿಯಾ ಫಿನ್ ಕ್ರೆಡಿಟ್ ಪ್ರೈ. ಲಿ. ಸಂಸ್ಥೆಯ ಸಹಯೋಗದಲ್ಲಿ ಏ.04 ರಂದು ಬೆಳಿಗ್ಗೆ 10.00 ಗಂಟೆಗೆ ನೇರ ಸಂದರ್ಶನ ಹಮ್ಮಿಕೊಳ್ಳಲಾಗಿದೆ. 18 ರಿಂದ 35 ವರ್ಷ ವಯೋಮಾನವುಳ್ಳ ಅಭ್ಯರ್ಥಿಗಳು ಭಾಗವಹಿಸಬಹುದಾಗಿದೆ. ಆಸಕ್ತ ಅಭ್ಯರ್ಥಿಗಳು ಮೂಲ ದಾಖಲಾತಿಗಳೊಂದಿಗೆ ಹಾಜರಾಗಬೇಕು. ಹೆಚ್ಚಿನ ಮಾಹಿತಿಗೆ ದೂ.ಸಂ. 08232-295124 ಮತ್ತು 9164642684, 8970646629, 8660061488 ಸಂಖ್ಯೆಗಳಿಗೆ ಸಂಪರ್ಕಿಸಬಹುದು ಎಂದು ಜಿಲ್ಲಾ ಉದ್ಯೋಗ ವಿನಿಮಯ ಕಛೇರಿಯ ಉದ್ಯೋಗಾಧಿಕಾರಿಗಳು ಪ್ರಕಟಣೆಯಲ್ಲಿ ತಿಳಿಸಿದ್ದಾರೆ. ಜಿಲ್ಲಾ ಉದ್ಯೋಗ ವಿನಿಮಯ ಕಛೇರಿ ಹಾಗೂ ಚೈತನ್ಯ ಇಂಡಿಯಾ ಫಿನ್ ಕ್ರೆಡಿಟ್ ಪ್ರೈ. ಲಿ. ಸಂಸ್ಥೆಯ ಸಹಯೋಗದಲ್ಲಿ ಏ.04 ರಂದು ಬೆಳಿಗ್ಗೆ 10.00 ಗಂಟೆಗೆ ನೇರ ಸಂದರ್ಶನ ಹಮ್ಮಿಕೊಳ್ಳಲಾಗಿದೆ. 18 ರಿಂದ 35 ವರ್ಷ ವಯೋಮಾನವುಳ್ಳ ಅಭ್ಯರ್ಥಿಗಳು ಭಾಗವಹಿಸಬಹುದಾಗಿದೆ. ಆಸಕ್ತ ಅಭ್ಯರ್ಥಿಗಳು ಮೂಲ ದಾಖಲಾತಿಗಳೊಂದಿಗೆ ಹಾಜರಾಗಬೇಕು. ಹೆಚ್ಚಿನ ಮಾಹಿತಿಗೆ ದೂ.ಸಂ. 08232-295124 ಮತ್ತು 9164642684, 8970646629, 8660061488 ಸಂಖ್ಯೆಗಳಿಗೆ ಸಂಪರ್ಕಿಸಬಹುದು ಎಂದು ಜಿಲ್ಲಾ ಉದ್ಯೋಗ ವಿನಿಮಯ ಕಛೇರಿಯ ಉದ್ಯೋಗಾಧಿಕಾರಿಗಳು ಪ್ರಕಟಣೆಯಲ್ಲಿ ತಿಳಿಸಿದ್ದಾರೆ.: [1248, 153, 1517, 488]
divider: [855, 1877, 856, 2408]
yugadi-dateline: ತುಮಕೂರು:: [3, 813, 55, 827]
press-banner-kannada: ಪತ್ರಕರ್ತರ ಸಂಘ (ರಿ.): [1265, 2019, 1350, 2033]
volleyball-dateline: ಪಿರಿಯಾಪಟ್ಟಣ:: [2, 2199, 65, 2213]
kramuvv-text: ಕರ್ನಾಟಕ ರಾಜ್ಯ ಮುಕ್ತ ವಿಶ್ವವಿದ್ಯಾನಿಲಯದ 2021-22ನೇ ಶೈಕ್ಷಣಿಕ ಸಾಲಿನ ಎಲ್ಲಾ ಪದವಿ ಹಾಗೂ ಸ್ನಾತಕೋತ್ತರ ಪದವಿ ಪರೀಕ್ಷೆಗಳು ಏಪ್ರಿಲ್ 16 ರಿಂದ ನಡೆಯಲಿವೆ. ಎಲ್ಲಾ 70 ಪರೀಕ್ಷಾ ಕೇಂದ್ರಗಳಲ್ಲಿ ಏಕಕಾಲಕ್ಕೆ ಪರೀಕ್ಷೆ ನಡೆಯಲಿದ್ದು, ಪ್ರವೇಶ ಪತ್ರಗಳನ್ನು ವಿಶ್ವವಿದ್ಯಾನಿಲಯದ ಅಂತರ್ಜಾಲ ತಾಣದಿಂದ ಪಡೆಯಬಹುದಾಗಿದೆ. ಪರೀಕ್ಷಾ ವೇಳಾಪಟ್ಟಿಗಾಗಿ www.ksoumysuru.ac.in ನ online examination portal ಅನ್ನು ಸಂಪರ್ಕಿಸುವಂತೆ ಕರ್ನಾಟಕ ರಾಜ್ಯ ಮುಕ್ತ ವಿಶ್ವವಿದ್ಯಾನಿಲಯದ ಪ್ರಾದೇಶಿಕ ನಿರ್ದೇಶಕರು ತಿಳಿಸಿದ್ದಾರೆ. ಕರ್ನಾಟಕ ರಾಜ್ಯ ಮುಕ್ತ ವಿಶ್ವವಿದ್ಯಾನಿಲಯದ 2021-22ನೇ ಶೈಕ್ಷಣಿಕ ಸಾಲಿನ ಎಲ್ಲಾ ಪದವಿ ಹಾಗೂ ಸ್ನಾತಕೋತ್ತರ ಪದವಿ ಪರೀಕ್ಷೆಗಳು ಏಪ್ರಿಲ್ 16 ರಿಂದ ನಡೆಯಲಿವೆ. ಎಲ್ಲಾ 70 ಪರೀಕ್ಷಾ ಕೇಂದ್ರಗಳಲ್ಲಿ ಏಕಕಾಲಕ್ಕೆ ಪರೀಕ್ಷೆ ನಡೆಯಲಿದ್ದು, ಪ್ರವೇಶ ಪತ್ರಗಳನ್ನು ವಿಶ್ವವಿದ್ಯಾನಿಲಯದ ಅಂತರ್ಜಾಲ ತಾಣದಿಂದ ಪಡೆಯಬಹುದಾಗಿದೆ. ಪರೀಕ್ಷಾ ವೇಳಾಪಟ್ಟಿಗಾಗಿ www.ksoumysuru.ac.in ನ online examination portal ಅನ್ನು ಸಂಪರ್ಕಿಸುವಂತೆ ಕರ್ನಾಟಕ ರಾಜ್ಯ ಮುಕ್ತ ವಿಶ್ವವಿದ್ಯಾನಿಲಯದ ಪ್ರಾದೇಶಿಕ ನಿರ್ದೇಶಕರು ತಿಳಿಸಿದ್ದಾರೆ.: [1248, 545, 1517, 845]
bottom-section-rule: [0, 1872, 1527, 1873]
banana-text: ಆಕಸ್ಮಿಕವಾಗಿ ಬೆಂಕಿ ಬಿದ್ದ ಪರಿಣಾಮ ಒಂದು ಎಕರೆ ಪ್ರದೇಶದಲ್ಲಿ ಬೆಳೆದಿದ್ದ ಬಾಳೆ ಬೆಳೆ ಸಂಪೂರ್ಣ ಸುಟ್ಟು ಭಸ್ಮವಾಗಿದೆ. ರೈತ ಸಾಲ ಮಾಡಿ ಬೆಳೆದಿದ್ದ ಬೆಳೆ ನಾಶವಾಗಿದ್ದು ಲಕ್ಷಾಂತರ ರೂ. ನಷ್ಟ ಸಂಭವಿಸಿದೆ. ಬೇಸಿಗೆಯ ಬಿಸಿಲಿನ ತಾಪಕ್ಕೆ ಒಣಗಿದ್ದ ಬಾಳೆ ತೋಟಕ್ಕೆ ಬೆಂಕಿ ಹತ್ತಿಕೊಂಡು ಕ್ಷಣಾರ್ಧದಲ್ಲಿ ಇಡೀ ತೋಟ ಬೆಂಕಿಯ ಕೆನ್ನಾಲಿಗೆಗೆ ಆಹುತಿಯಾಯಿತು. ಸ್ಥಳೀಯರು ಬೆಂಕಿ ನಂದಿಸಲು ಯತ್ನಿಸಿದರೂ ಪ್ರಯೋಜನವಾಗಲಿಲ್ಲ. ಆಕಸ್ಮಿಕವಾಗಿ ಬೆಂಕಿ ಬಿದ್ದ ಪರಿಣಾಮ ಒಂದು ಎಕರೆ ಪ್ರದೇಶದಲ್ಲಿ ಬೆಳೆದಿದ್ದ ಬಾಳೆ ಬೆಳೆ ಸಂಪೂರ್ಣ ಸುಟ್ಟು ಭಸ್ಮವಾಗಿದೆ. ರೈತ ಸಾಲ ಮಾಡಿ ಬೆಳೆದಿದ್ದ ಬೆಳೆ ನಾಶವಾಗಿದ್ದು ಲಕ್ಷಾಂತರ ರೂ. ನಷ್ಟ ಸಂಭವಿಸಿದೆ. ಬೇಸಿಗೆಯ ಬಿಸಿಲಿನ ತಾಪಕ್ಕೆ ಒಣಗಿದ್ದ ಬಾಳೆ ತೋಟಕ್ಕೆ ಬೆಂಕಿ ಹತ್ತಿಕೊಂಡು ಕ್ಷಣಾರ್ಧದಲ್ಲಿ ಇಡೀ ತೋಟ ಬೆಂಕಿಯ ಕೆನ್ನಾಲಿಗೆಗೆ ಆಹುತಿಯಾಯಿತು. ಸ್ಥಳೀಯರು ಬೆಂಕಿ ನಂದಿಸಲು ಯತ್ನಿಸಿದರೂ ಪ್ರಯೋಜನವಾಗಲಿಲ್ಲ.: [604, 1551, 842, 1811]
yugadi-photo-banner: [19, 604, 157, 669]
